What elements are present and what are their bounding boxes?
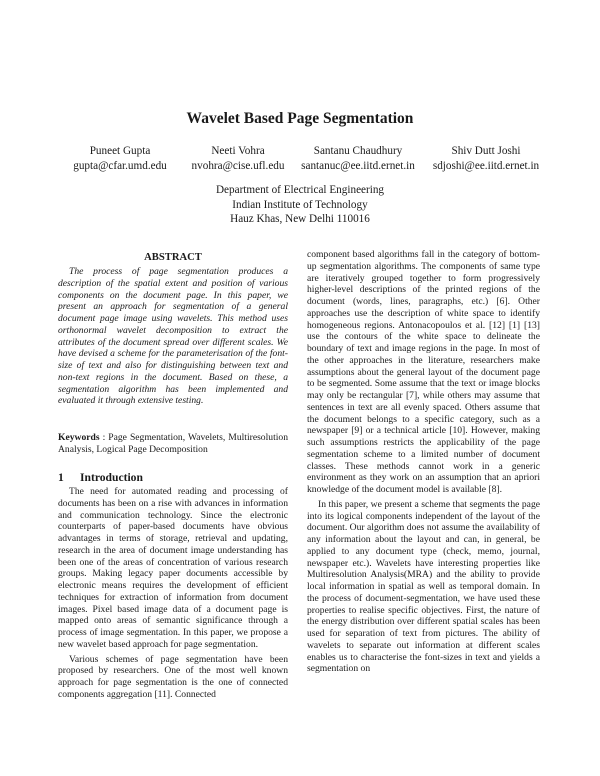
keywords xyxy=(58,432,288,456)
affiliation-dept: Department of Electrical Engineering xyxy=(215,184,385,196)
right-column xyxy=(307,249,540,675)
author-3 xyxy=(296,144,420,173)
abstract-body xyxy=(58,266,288,407)
keywords-text: : Page Segmentation, Wavelets, Multiresolution Analysis, Logical Page Decomposition xyxy=(58,432,288,455)
abstract-heading: ABSTRACT xyxy=(144,252,202,263)
affiliation-address: Hauz Khas, New Delhi 110016 xyxy=(230,213,370,225)
intro-paragraph-2: Various schemes of page segmentation have been proposed by researchers. One of the most well known approach for page segmentation is the one of connected components aggregation [11]. Connected xyxy=(58,653,288,700)
author-4 xyxy=(422,144,550,173)
author-name: Shiv Dutt Joshi xyxy=(451,145,521,157)
author-1 xyxy=(60,144,180,173)
keywords-label: Keywords xyxy=(58,432,100,443)
author-email: santanuc@ee.iitd.ernet.in xyxy=(301,159,415,172)
author-name: Puneet Gupta xyxy=(89,145,151,157)
author-email: gupta@cfar.umd.edu xyxy=(73,159,167,172)
section-title: Introduction xyxy=(80,471,143,484)
affiliation-institute: Indian Institute of Technology xyxy=(232,198,368,211)
right-paragraph-2: In this paper, we present a scheme that segments the page into its logical components independent of the layout of the document. Our algorithm does not assume the availability of any information about the layout and can, in general, be applied to any document type (check, memo, journal, newspaper etc.). Wavelets have interesting properties like Multiresolution Analysis(MRA) and the ability to provide local information in spatial as well as temporal domain. In the process of document-segmentation, we have used these properties to realise specific objectives. First, the nature of the energy distribution over different spatial scales has been used for separation of text from pictures. The ability of wavelets to separate out information at different scales enables us to characterise the font-sizes in text and yields a segmentation on xyxy=(307,498,540,675)
paper-title: Wavelet Based Page Segmentation xyxy=(186,110,414,127)
author-email: nvohra@cise.ufl.edu xyxy=(191,159,285,172)
affiliation xyxy=(0,183,600,227)
author-2 xyxy=(180,144,296,173)
author-name: Santanu Chaudhury xyxy=(313,145,403,157)
author-name: Neeti Vohra xyxy=(211,145,265,157)
section-number: 1 xyxy=(58,471,64,484)
section-heading xyxy=(58,471,143,484)
abstract-text: The process of page segmentation produces a description of the spatial extent and position of various components on the document page. In this paper, we present an approach for segmentation of a general document page image using wavelets. This method uses orthonormal wavelet decomposition to extract the attributes of the document spread over different scales. We have devised a scheme for the parameterisation of the font-size of text and also for distinguishing between text and non-text regions in the document. Based on these, a segmentation algorithm has been implemented and evaluated it through extensive testing. xyxy=(58,266,288,407)
intro-body xyxy=(58,486,288,701)
right-paragraph-1: component based algorithms fall in the category of bottom-up segmentation algorithms. The components of same type are iteratively grouped together to form progressively higher-level descriptions of the printed regions of the document (words, lines, paragraphs, etc.) [6]. Other approaches use the description of white space to identify homogeneous regions. Antonacopoulos et al. [12] [1] [13] use the contours of the white space to delineate the boundary of text and image regions in the page. In most of the other approaches in the literature, researchers make assumptions about the general layout of the document page to be segmented. Some assume that the text or image blocks may only be rectangular [7], while others may assume that sentences in text are all evenly spaced. Others assume that the document belongs to a specific category, such as a newspaper [9] or a technical article [10]. However, making such assumptions restricts the applicability of the page segmentation scheme to a limited number of document classes. These methods cannot work in a generic environment as they work on an assumption that an apriori knowledge of the document model is available [8]. xyxy=(307,249,540,495)
author-email: sdjoshi@ee.iitd.ernet.in xyxy=(432,159,540,172)
intro-paragraph-1: The need for automated reading and processing of documents has been on a rise with advances in information and communication technology. Since the electronic counterparts of paper-based documents have obvious advantages in terms of storage, retrieval and updating, research in the area of document image understanding has been one of the areas of concentration of various research groups. Making legacy paper documents accessible by electronic means requires the development of efficient techniques for extraction of information from document images. Pixel based image data of a document page is mapped onto areas of semantic significance through a process of image segmentation. In this paper, we propose a new wavelet based approach for page segmentation. xyxy=(58,486,288,650)
